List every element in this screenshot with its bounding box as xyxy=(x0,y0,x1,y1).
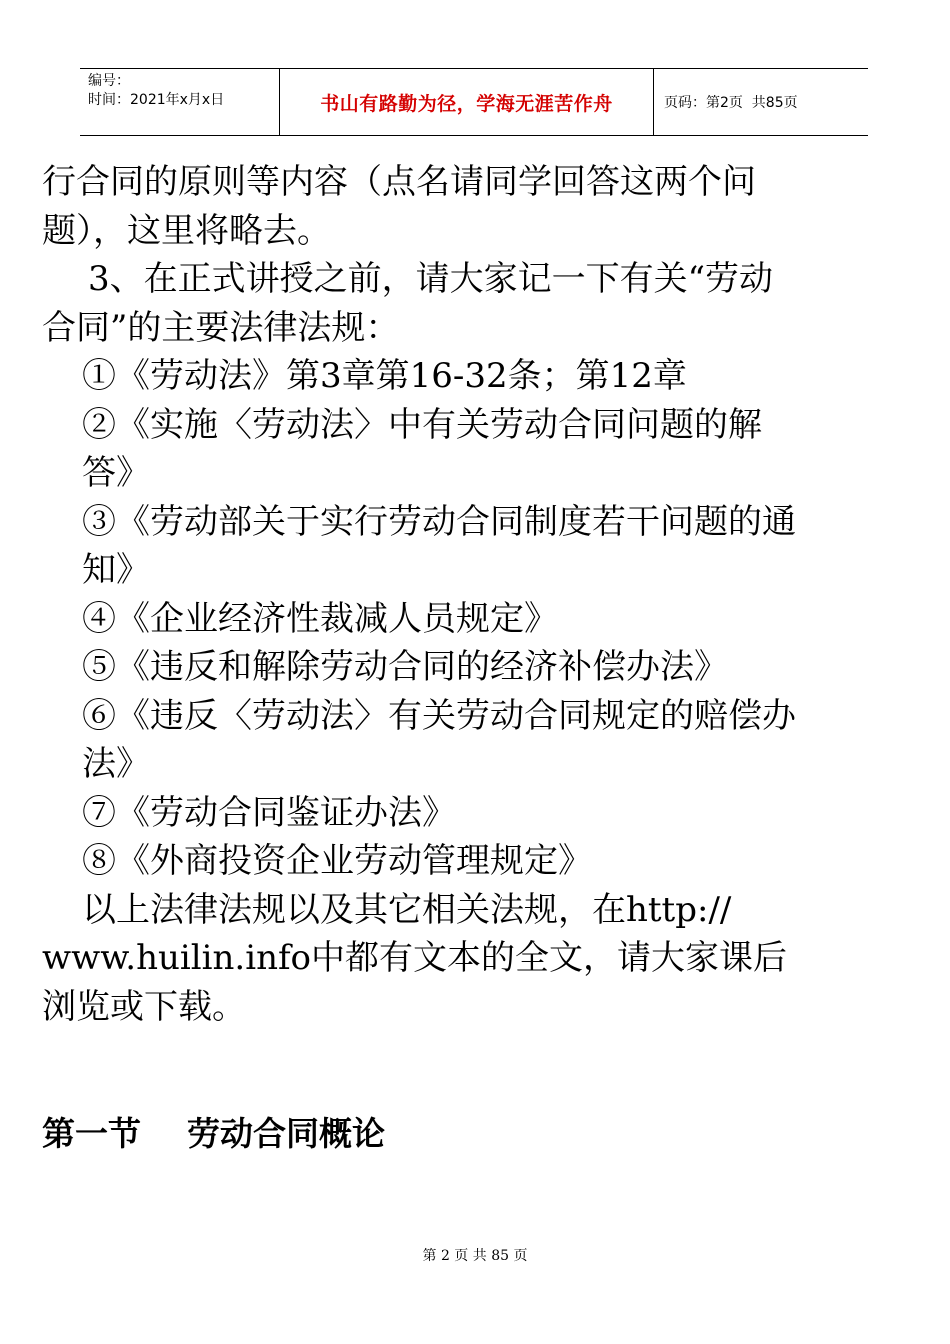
body-line: 题），这里将略去。 xyxy=(42,210,331,251)
law-list-item: ③《劳动部关于实行劳动合同制度若干问题的通 xyxy=(82,501,796,542)
document-time-label: 时间：2021年x月x日 xyxy=(88,92,225,108)
law-list-item: ④《企业经济性裁减人员规定》 xyxy=(82,598,558,639)
section-heading: 第一节 劳动合同概论 xyxy=(42,1114,385,1153)
law-list-item: ⑤《违反和解除劳动合同的经济补偿办法》 xyxy=(82,647,728,687)
law-list-item: ⑥《违反〈劳动法〉有关劳动合同规定的赔偿办 xyxy=(82,695,796,736)
law-list-item: ⑧《外商投资企业劳动管理规定》 xyxy=(82,841,592,881)
header-meta-cell xyxy=(80,69,280,135)
body-line: 行合同的原则等内容（点名请同学回答这两个问 xyxy=(42,162,756,202)
document-header xyxy=(80,68,868,136)
header-motto-cell xyxy=(280,69,654,135)
law-list-item: ⑦《劳动合同鉴证办法》 xyxy=(82,792,456,833)
body-line: 合同”的主要法律法规： xyxy=(42,307,400,348)
header-motto: 书山有路勤为径，学海无涯苦作舟 xyxy=(320,92,613,115)
law-list-item: ②《实施〈劳动法〉中有关劳动合同问题的解 xyxy=(82,404,762,445)
law-list-item-continuation: 知》 xyxy=(82,550,150,590)
header-page-cell xyxy=(654,69,868,135)
body-line: www.huilin.info中都有文本的全文，请大家课后 xyxy=(42,938,788,978)
page-footer xyxy=(0,1245,950,1265)
law-list-item: ①《劳动法》第3章第16-32条；第12章 xyxy=(82,356,687,396)
header-page-number: 页码：第2页 共85页 xyxy=(664,95,798,111)
footer-page-number: 第 2 页 共 85 页 xyxy=(422,1248,528,1264)
body-line: 3、在正式讲授之前，请大家记一下有关“劳动 xyxy=(88,259,774,299)
body-line: 以上法律法规以及其它相关法规，在http:// xyxy=(82,889,732,930)
document-number-label: 编号： xyxy=(88,73,130,89)
body-line: 浏览或下载。 xyxy=(42,986,246,1027)
document-body xyxy=(42,158,902,1031)
law-list-item-continuation: 法》 xyxy=(82,744,150,784)
law-list-item-continuation: 答》 xyxy=(82,453,150,493)
